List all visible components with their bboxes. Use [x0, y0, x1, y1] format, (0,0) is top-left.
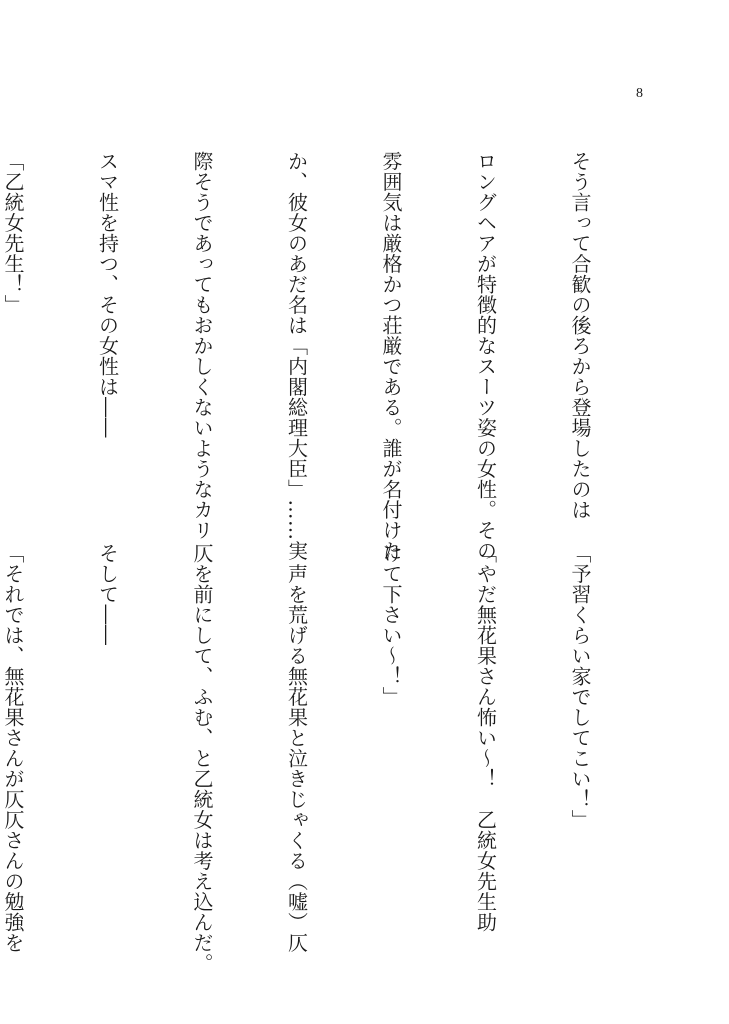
text-line: ロングヘアが特徴的なスーツ姿の女性。その: [473, 151, 498, 561]
text-line: 仄を前にして、ふむ、と乙統女は考え込んだ。: [190, 543, 214, 974]
text-line: スマ性を持つ、その女性は――: [95, 151, 120, 438]
text-line: 際そうであってもおかしくないようなカリ: [190, 151, 214, 541]
text-line: 「乙統女先生！」: [1, 151, 25, 315]
text-line: けて下さい〜！」: [379, 543, 403, 707]
top-text-block: [1, 151, 658, 561]
bottom-text-block: [1, 543, 658, 974]
text-line: 声を荒げる無花果と泣きじゃくる（嘘）仄: [284, 543, 309, 953]
page-number: 8: [636, 86, 643, 101]
text-line: そして――: [95, 543, 120, 646]
text-line: 「やだ無花果さん怖い〜！ 乙統女先生助: [473, 543, 498, 933]
text-line: 「それでは、無花果さんが仄仄さんの勉強を: [1, 543, 25, 953]
text-line: そう言って合歓の後ろから登場したのは: [568, 151, 592, 520]
text-line: 「予習くらい家でしてこい！」: [568, 543, 592, 830]
text-line: 雰囲気は厳格かつ荘厳である。誰が名付けた: [379, 151, 403, 561]
text-line: か、彼女のあだ名は「内閣総理大臣」……実: [284, 151, 309, 561]
